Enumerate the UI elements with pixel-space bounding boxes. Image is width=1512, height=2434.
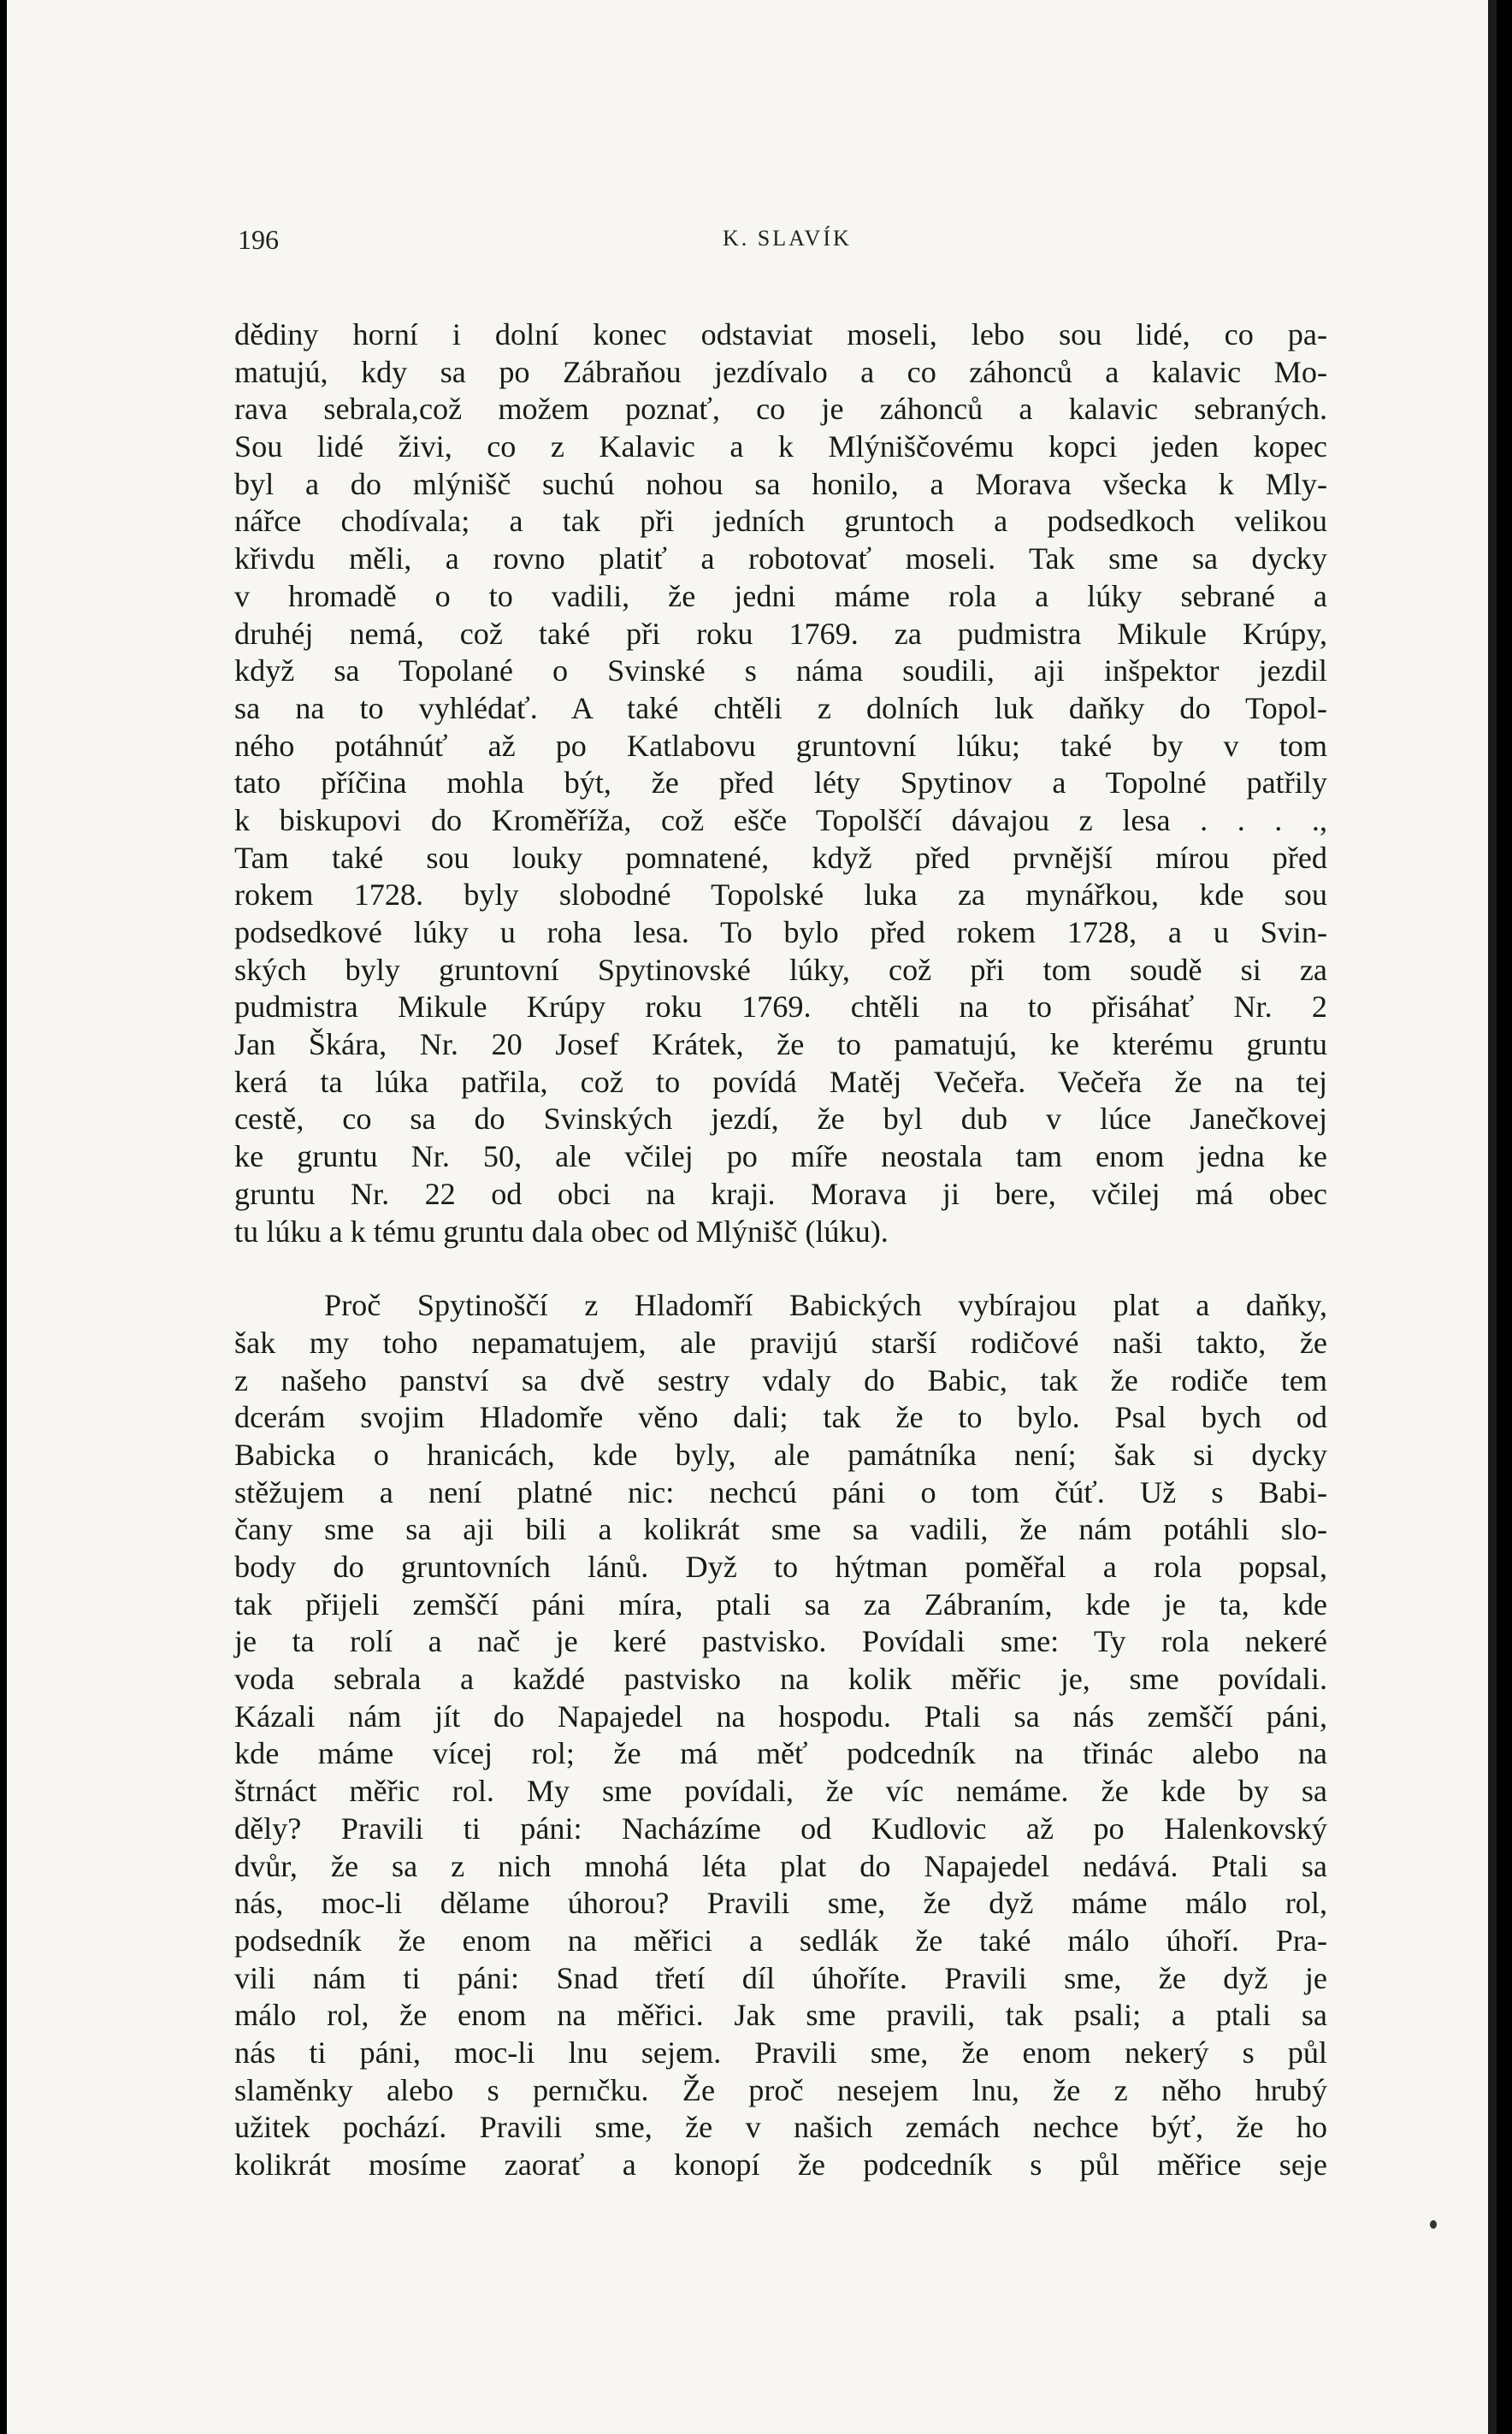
text-line: ného potáhnúť až po Katlabovu gruntovní lúku; také by v tom	[234, 728, 1327, 763]
text-line: šak my toho nepamatujem, ale pravijú starší rodičové naši takto, že	[234, 1325, 1327, 1360]
text-line: nářce chodívala; a tak při jedních gruntoch a podsedkoch velikou	[234, 504, 1327, 539]
text-line: Proč Spytinoščí z Hladomří Babických vybírajou plat a daňky,	[324, 1288, 1327, 1323]
text-line: tato příčina mohla být, že před léty Spytinov a Topolné patřily	[234, 765, 1327, 801]
text-line: dědiny horní i dolní konec odstaviat moseli, lebo sou lidé, co pa-	[234, 317, 1327, 352]
text-line: je ta rolí a nač je keré pastvisko. Povídali sme: Ty rola nekeré	[234, 1624, 1327, 1659]
text-line: nás ti páni, moc-li lnu sejem. Pravili sme, že enom nekerý s půl	[234, 2035, 1327, 2070]
body-text	[234, 316, 1327, 2184]
text-line: body do gruntovních lánů. Dyž to hýtman poměřal a rola popsal,	[234, 1550, 1327, 1584]
ink-speck	[1430, 2220, 1437, 2229]
text-line: z našeho panství sa dvě sestry vdaly do Babic, tak že rodiče tem	[234, 1362, 1327, 1397]
running-head: K. SLAVÍK	[723, 226, 852, 251]
text-line: gruntu Nr. 22 od obci na kraji. Morava ji bere, včilej má obec	[234, 1176, 1327, 1211]
text-line: štrnáct měřic rol. My sme povídali, že víc nemáme. že kde by sa	[234, 1774, 1327, 1809]
page-header	[231, 224, 1321, 258]
page-edge-shadow	[1488, 0, 1497, 2434]
text-line: rava sebrala,což možem poznať, co je záhonců a kalavic sebraných.	[234, 392, 1327, 427]
text-line: ke gruntu Nr. 50, ale včilej po míře neostala tam enom jedna ke	[234, 1139, 1327, 1174]
text-line: Jan Škára, Nr. 20 Josef Krátek, že to pamatujú, ke kterému gruntu	[234, 1027, 1327, 1062]
text-line: kde máme vícej rol; že má měť podcedník na třinác alebo na	[234, 1736, 1327, 1771]
text-line: děly? Pravili ti páni: Nacházíme od Kudlovic až po Halenkovský	[234, 1811, 1327, 1846]
text-line: podsedník že enom na měřici a sedlák že také málo úhoří. Pra-	[234, 1923, 1327, 1958]
text-line: křivdu měli, a rovno platiť a robotovať moseli. Tak sme sa dycky	[234, 541, 1327, 576]
text-line: Babicka o hranicách, kde byly, ale památníka není; šak si dycky	[234, 1437, 1327, 1472]
text-line: stěžujem a není platné nic: nechcú páni o tom čúť. Už s Babi-	[234, 1474, 1327, 1509]
text-line: Tam také sou louky pomnatené, když před prvnější mírou před	[234, 840, 1327, 875]
book-page	[7, 0, 1497, 2434]
text-line: ských byly gruntovní Spytinovské lúky, což při tom soudě si za	[234, 952, 1327, 987]
text-line: v hromadě o to vadili, že jedni máme rola a lúky sebrané a	[234, 578, 1327, 613]
text-line: nás, moc-li dělame úhorou? Pravili sme, že dyž máme málo rol,	[234, 1886, 1327, 1921]
text-line: Kázali nám jít do Napajedel na hospodu. Ptali sa nás zemščí páni,	[234, 1698, 1327, 1734]
text-line: tak přijeli zemščí páni míra, ptali sa za Zábraním, kde je ta, kde	[234, 1586, 1327, 1622]
text-line: tu lúku a k tému gruntu dala obec od Mlýnišč (lúku).	[234, 1214, 889, 1249]
text-line: málo rol, že enom na měřici. Jak sme pravili, tak psali; a ptali sa	[234, 1998, 1327, 2033]
text-line: užitek pochází. Pravili sme, že v našich zemách nechce býť, že ho	[234, 2110, 1327, 2145]
text-line: vili nám ti páni: Snad třetí díl úhoříte. Pravili sme, že dyž je	[234, 1960, 1327, 1995]
text-line: Sou lidé živi, co z Kalavic a k Mlýniščovému kopci jeden kopec	[234, 429, 1327, 464]
text-line: sa na to vyhlédať. A také chtěli z dolních luk daňky do Topol-	[234, 690, 1327, 725]
text-line: kerá ta lúka patřila, což to povídá Matěj Večeřa. Večeřa že na tej	[234, 1064, 1327, 1099]
text-line: když sa Topolané o Svinské s náma soudili, aji inšpektor jezdil	[234, 653, 1327, 688]
text-line: byl a do mlýnišč suchú nohou sa honilo, a Morava všecka k Mly-	[234, 466, 1327, 501]
text-line: čany sme sa aji bili a kolikrát sme sa vadili, že nám potáhli slo-	[234, 1512, 1327, 1547]
text-line: rokem 1728. byly slobodné Topolské luka za mynářkou, kde sou	[234, 877, 1327, 913]
text-line: kolikrát mosíme zaorať a konopí že podcedník s půl měřice seje	[234, 2147, 1327, 2182]
text-line: pudmistra Mikule Krúpy roku 1769. chtěli na to přisáhať Nr. 2	[234, 990, 1327, 1025]
text-line: podsedkové lúky u roha lesa. To bylo před rokem 1728, a u Svin-	[234, 915, 1327, 949]
paragraph-2	[234, 1287, 1327, 2184]
text-line: slaměnky alebo s pernıčku. Že proč nesejem lnu, že z něho hrubý	[234, 2072, 1327, 2107]
page-number: 196	[238, 224, 279, 255]
text-line: dvůr, že sa z nich mnohá léta plat do Napajedel nedává. Ptali sa	[234, 1848, 1327, 1883]
paragraph-1	[234, 316, 1327, 1250]
text-line: voda sebrala a každé pastvisko na kolik měřic je, sme povídali.	[234, 1662, 1327, 1697]
text-line: matujú, kdy sa po Zábraňou jezdívalo a co záhonců a kalavic Mo-	[234, 354, 1327, 389]
text-line: druhéj nemá, což také při roku 1769. za pudmistra Mikule Krúpy,	[234, 616, 1327, 651]
text-line: k biskupovi do Kroměříža, což ešče Topolščí dávajou z lesa . . . .,	[234, 802, 1327, 837]
text-line: cestě, co sa do Svinských jezdí, že byl dub v lúce Janečkovej	[234, 1102, 1327, 1137]
text-line: dcerám svojim Hladomře věno dali; tak že to bylo. Psal bych od	[234, 1400, 1327, 1435]
